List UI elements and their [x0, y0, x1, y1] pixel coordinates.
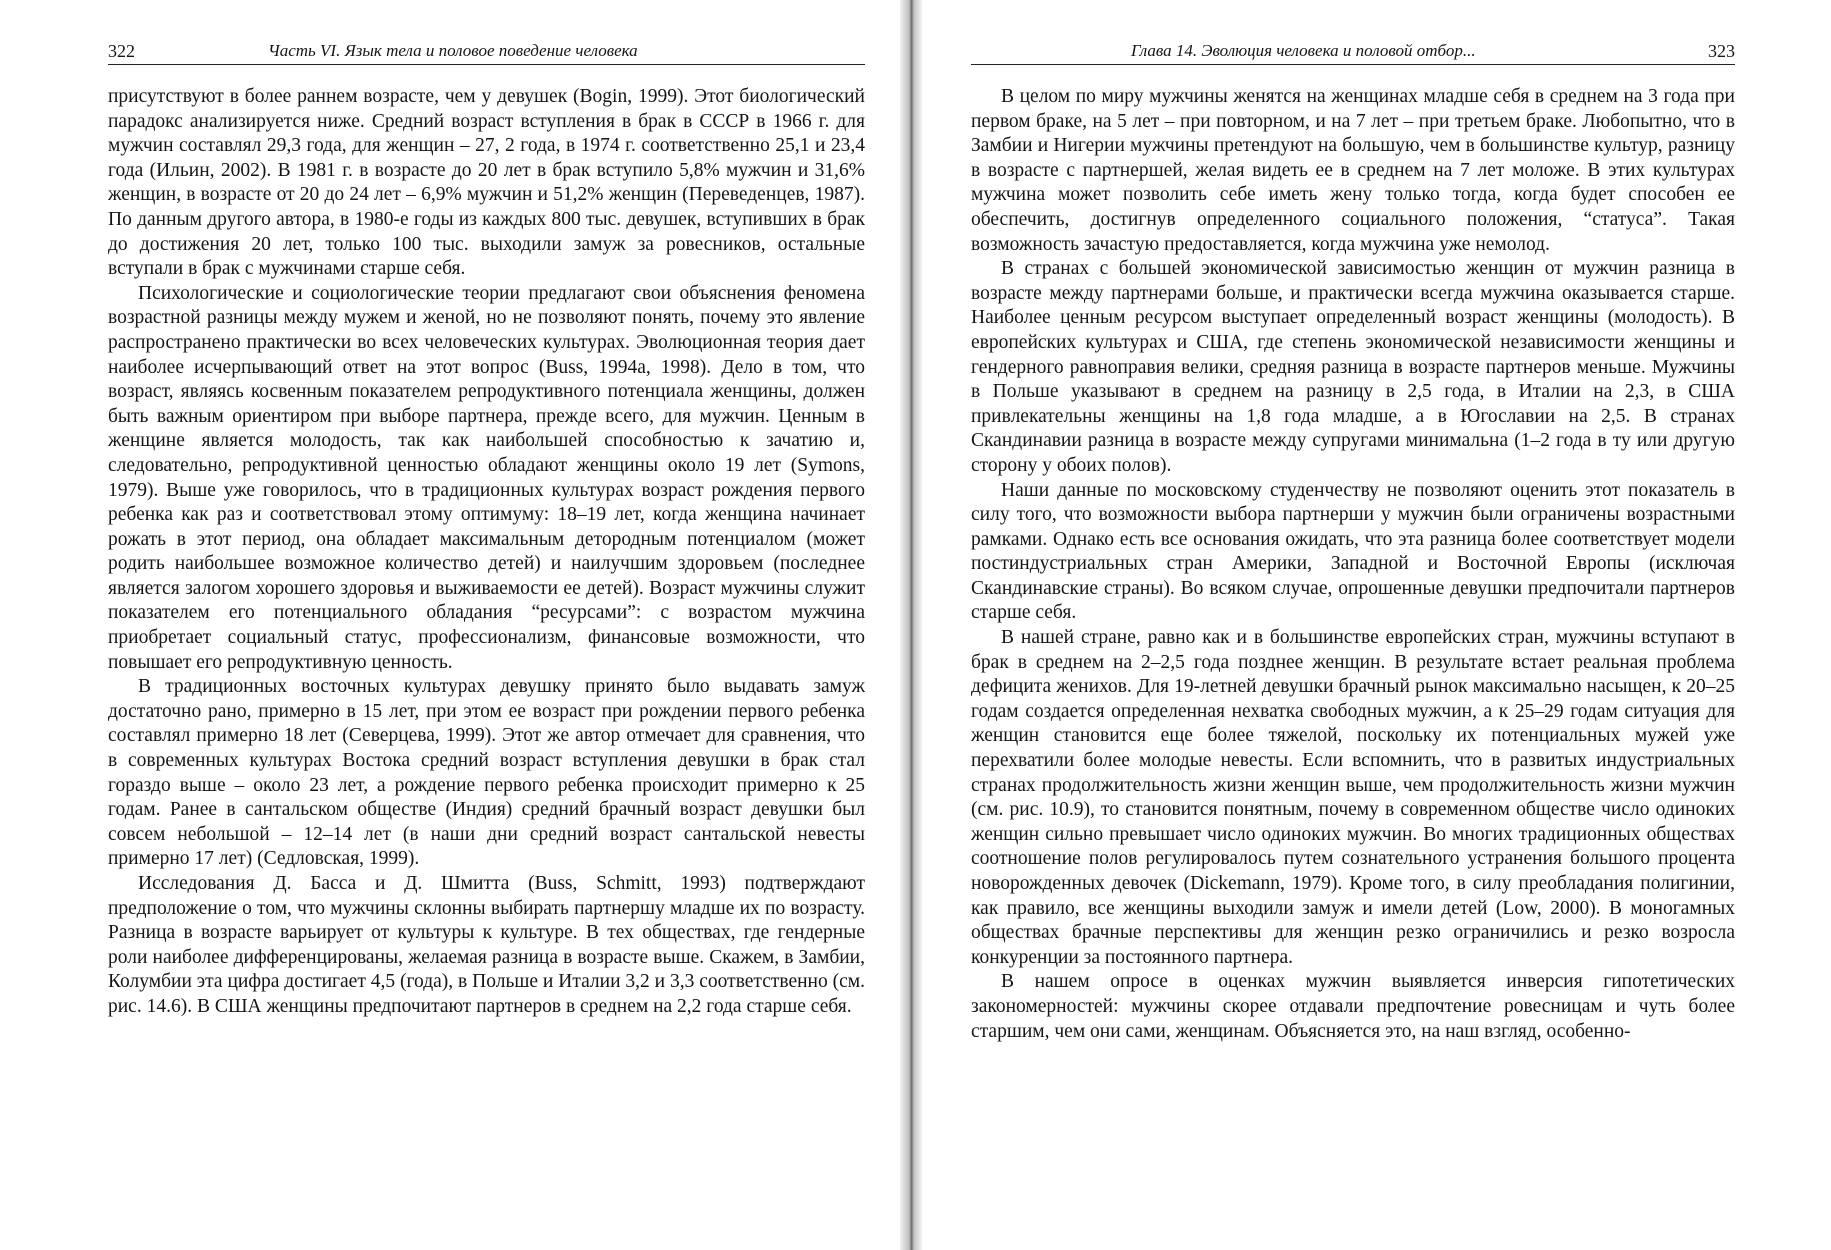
- paragraph: В нашей стране, равно как и в большинстве европейских стран, мужчины вступают в брак в среднем на 2–2,5 года позднее женщин. В результате встает реальная проблема дефицита женихов. Для 19-летней девушки брачный рынок максимально насыщен, к 20–25 годам создается определенная нехватка свободных мужчин, а к 25–29 годам ситуация для женщин становится еще более тяжелой, поскольку их потенциальных мужей уже перехватили более молодые невесты. Если вспомнить, что в развитых индустриальных странах продолжительность жизни женщин выше, чем продолжительность жизни мужчин (см. рис. 10.9), то становится понятным, почему в современном обществе число одиноких женщин сильно превышает число одиноких мужчин. Во многих традиционных обществах соотношение полов регулировалось путем сознательного устранения большого процента новорожденных девочек (Dickemann, 1979). Кроме того, в силу преобладания полигинии, как правило, все женщины выходили замуж и имели детей (Low, 2000). В моногамных обществах брачные перспективы для женщин резко ограничились и резко возросла конкуренции за постоянного партнера.: [971, 627, 1735, 968]
- left-page-number: 322: [108, 41, 135, 61]
- paragraph: Исследования Д. Басса и Д. Шмитта (Buss, Schmitt, 1993) подтверждают предположение о том, что мужчины склонны выбирать партнершу младше их по возрасту. Разница в возрасте варьирует от культуры к культуре. В тех обществах, где гендерные роли наиболее дифференцированы, желаемая разница в возрасте выше. Скажем, в Замбии, Колумбии эта цифра достигает 4,5 (года), в Польше и Италии 3,2 и 3,3 соответственно (см. рис. 14.6). В США женщины предпочитают партнеров в среднем на 2,2 года старше себя.: [108, 873, 865, 1017]
- right-page: [925, 0, 1831, 1250]
- right-page-body: [971, 85, 1735, 1044]
- left-page-header: [108, 38, 865, 65]
- book-gutter: [900, 0, 922, 1250]
- paragraph: В целом по миру мужчины женятся на женщинах младше себя в среднем на 3 года при первом браке, на 5 лет – при повторном, и на 7 лет – при третьем браке. Любопытно, что в Замбии и Нигерии мужчины претендуют на большую, чем в большинстве культур, разницу в возрасте с партнершей, желая видеть ее в среднем на 7 лет моложе. В этих культурах мужчина может позволить себе иметь жену только тогда, когда будет способен ее обеспечить, достигнув определенного социального положения, “статуса”. Такая возможность зачастую предоставляется, когда мужчина уже немолод.: [971, 86, 1735, 255]
- paragraph: В традиционных восточных культурах девушку принято было выдавать замуж достаточно рано, примерно в 15 лет, при этом ее возраст при рождении первого ребенка составлял примерно 18 лет (Северцева, 1999). Этот же автор отмечает для сравнения, что в современных культурах Востока средний возраст вступления девушки в брак стал гораздо выше – около 23 лет, а рождение первого ребенка происходит примерно к 25 годам. Ранее в сантальском обществе (Индия) средний брачный возраст девушки был совсем небольшой – 12–14 лет (в наши дни средний возраст сантальской невесты примерно 17 лет) (Седловская, 1999).: [108, 676, 865, 870]
- right-running-head: Глава 14. Эволюция человека и половой отбор...: [1131, 41, 1476, 60]
- left-page-body: [108, 85, 865, 1020]
- paragraph: Наши данные по московскому студенчеству не позволяют оценить этот показатель в силу того, что возможности выбора партнерши у мужчин были ограничены возрастными рамками. Однако есть все основания ожидать, что эта разница более соответствует модели постиндустриальных стран Америки, Западной и Восточной Европы (исключая Скандинавские страны). Во всяком случае, опрошенные девушки предпочитали партнеров старше себя.: [971, 479, 1735, 624]
- right-page-number: 323: [1708, 41, 1735, 61]
- paragraph: присутствуют в более раннем возрасте, чем у девушек (Bogin, 1999). Этот биологический парадокс анализируется ниже. Средний возраст вступления в брак в СССР в 1966 г. для мужчин составлял 29,3 года, для женщин – 27, 2 года, в 1974 г. соответственно 25,1 и 23,4 года (Ильин, 2002). В 1981 г. в возрасте до 20 лет в брак вступило 5,8% мужчин и 31,6% женщин, в возрасте от 20 до 24 лет – 6,9% мужчин и 51,2% женщин (Переведенцев, 1987). По данным другого автора, в 1980-е годы из каждых 800 тыс. девушек, вступивших в брак до достижения 20 лет, только 100 тыс. выходили замуж за ровесников, остальные вступали в брак с мужчинами старше себя.: [108, 86, 865, 280]
- left-page: [0, 0, 905, 1250]
- paragraph: Психологические и социологические теории предлагают свои объяснения феномена возрастной разницы между мужем и женой, но не позволяют понять, почему это явление распространено практически во всех человеческих культурах. Эволюционная теория дает наиболее исчерпывающий ответ на этот вопрос (Buss, 1994a, 1998). Дело в том, что возраст, являясь косвенным показателем репродуктивного потенциала женщины, должен быть важным ориентиром при выборе партнера, прежде всего, для мужчин. Ценным в женщине является молодость, так как наибольшей способностью к зачатию и, следовательно, репродуктивной ценностью обладают женщины около 19 лет (Symons, 1979). Выше уже говорилось, что в традиционных культурах возраст рождения первого ребенка как раз и соответствовал этому оптимуму: 18–19 лет, когда женщина начинает рожать в этот период, она обладает максимальным детородным потенциалом (может родить наибольшее возможное количество детей) и наилучшим здоровьем (последнее является залогом хорошего здоровья и выживаемости ее детей). Возраст мужчины служит показателем его потенциального обладания “ресурсами”: с возрастом мужчина приобретает социальный статус, профессионализм, финансовые возможности, что повышает его репродуктивную ценность.: [108, 282, 865, 673]
- right-page-header: [971, 38, 1735, 65]
- paragraph: В странах с большей экономической зависимостью женщин от мужчин разница в возрасте между партнерами больше, и практически всегда мужчина оказывается старше. Наиболее ценным ресурсом выступает определенный возраст женщины (молодость). В европейских культурах и США, где степень экономической независимости женщины и гендерного равноправия велики, средняя разница в возрасте партнеров меньше. Мужчины в Польше указывают в среднем на разницу в 2,5 года, в Италии на 2,3, в США привлекательны женщины на 1,8 года младше, а в Югославии на 2,5. В странах Скандинавии разница в возрасте между супругами минимальна (1–2 года в ту или другую сторону у обоих полов).: [971, 258, 1735, 476]
- paragraph: В нашем опросе в оценках мужчин выявляется инверсия гипотетических закономерностей: мужчины скорее отдавали предпочтение ровесницам и чуть более старшим, чем они сами, женщинам. Объясняется это, на наш взгляд, особенно-: [971, 971, 1735, 1042]
- left-running-head: Часть VI. Язык тела и половое поведение человека: [268, 41, 638, 60]
